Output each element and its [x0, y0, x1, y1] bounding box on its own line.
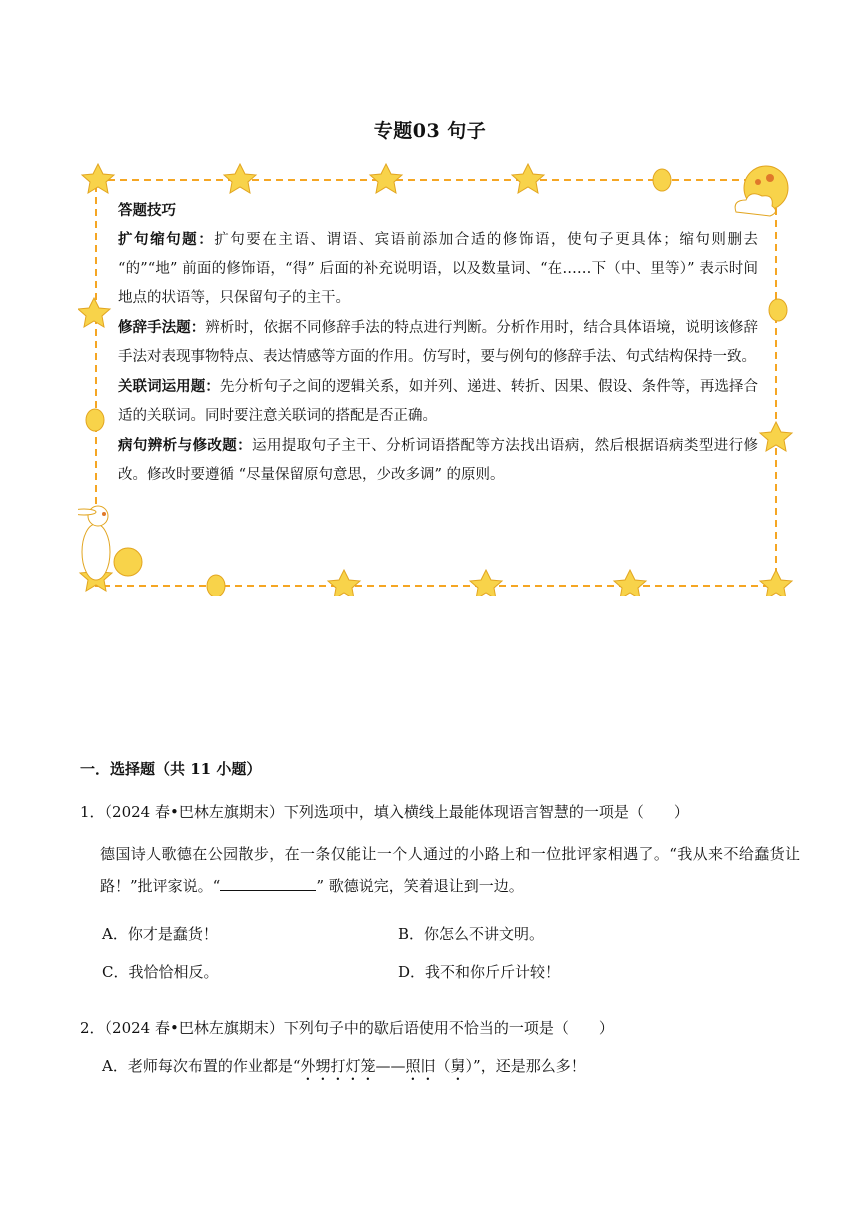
- star-icon: [760, 422, 792, 451]
- tip-rhetoric: 修辞手法题：辨析时，依据不同修辞手法的特点进行判断。分析作用时，结合具体语境，说明该修辞手法对表现事物特点、表达情感等方面的作用。仿写时，要与例句的修辞手法、句式结构保持一致。: [118, 319, 758, 365]
- option-b[interactable]: B．你怎么不讲文明。: [398, 924, 545, 943]
- tip-expand-contract: 扩句缩句题：扩句要在主语、谓语、宾语前添加合适的修饰语，使句子更具体；缩句则删去 “的”“地” 前面的修饰语，“得” 后面的补充说明语，以及数量词、“在……下（中、里等）” 表示时间地点的状语等，只保留句子的主干。: [118, 231, 759, 306]
- star-icon: [614, 570, 646, 596]
- oval-icon: [207, 575, 225, 596]
- option-a[interactable]: A．老师每次布置的作业都是“外甥打灯笼——照旧（舅）”，还是那么多！: [102, 1057, 586, 1075]
- rabbit-icon: [78, 506, 142, 580]
- oval-icon: [769, 299, 787, 321]
- star-icon: [512, 164, 544, 193]
- emphasized-phrase: 外甥打灯笼——照旧（舅）: [300, 1057, 474, 1075]
- star-icon: [470, 570, 502, 596]
- answer-blank: [220, 872, 316, 891]
- section-title: 一．选择题（共 11 小题）: [80, 760, 262, 778]
- option-c[interactable]: C．我恰恰相反。: [102, 962, 219, 981]
- tip-faulty-sentence: 病句辨析与修改题：运用提取句子主干、分析词语搭配等方法找出语病，然后根据语病类型进行修改。修改时要遵循 “尽量保留原句意思，少改多调” 的原则。: [118, 437, 759, 483]
- star-icon: [224, 164, 256, 193]
- tips-heading: 答题技巧: [118, 202, 176, 219]
- tips-content: [118, 196, 758, 490]
- oval-icon: [86, 409, 104, 431]
- question-1: [80, 800, 800, 990]
- star-icon: [328, 570, 360, 596]
- option-d[interactable]: D．我不和你斤斤计较！: [398, 962, 561, 981]
- options: [102, 914, 800, 990]
- question-stem: 2．（2024 春•巴林左旗期末）下列句子中的歇后语使用不恰当的一项是（ ）: [80, 1019, 614, 1037]
- star-icon: [760, 570, 792, 596]
- option-a[interactable]: A．你才是蠢货！: [102, 924, 218, 943]
- star-icon: [370, 164, 402, 193]
- tip-conjunctions: 关联词运用题：先分析句子之间的逻辑关系，如并列、递进、转折、因果、假设、条件等，再选择合适的关联词。同时要注意关联词的搭配是否正确。: [118, 378, 758, 424]
- question-passage: 德国诗人歌德在公园散步，在一条仅能让一个人通过的小路上和一位批评家相遇了。“我从来不给蠢货让路！”批评家说。“ ” 歌德说完，笑着退让到一边。: [100, 845, 800, 895]
- question-stem: 1．（2024 春•巴林左旗期末）下列选项中，填入横线上最能体现语言智慧的一项是（ ）: [80, 803, 689, 821]
- oval-icon: [653, 169, 671, 191]
- question-2: [80, 1016, 800, 1084]
- star-icon: [82, 164, 114, 193]
- star-icon: [78, 298, 110, 327]
- page-title: 专题03 句子: [373, 120, 487, 142]
